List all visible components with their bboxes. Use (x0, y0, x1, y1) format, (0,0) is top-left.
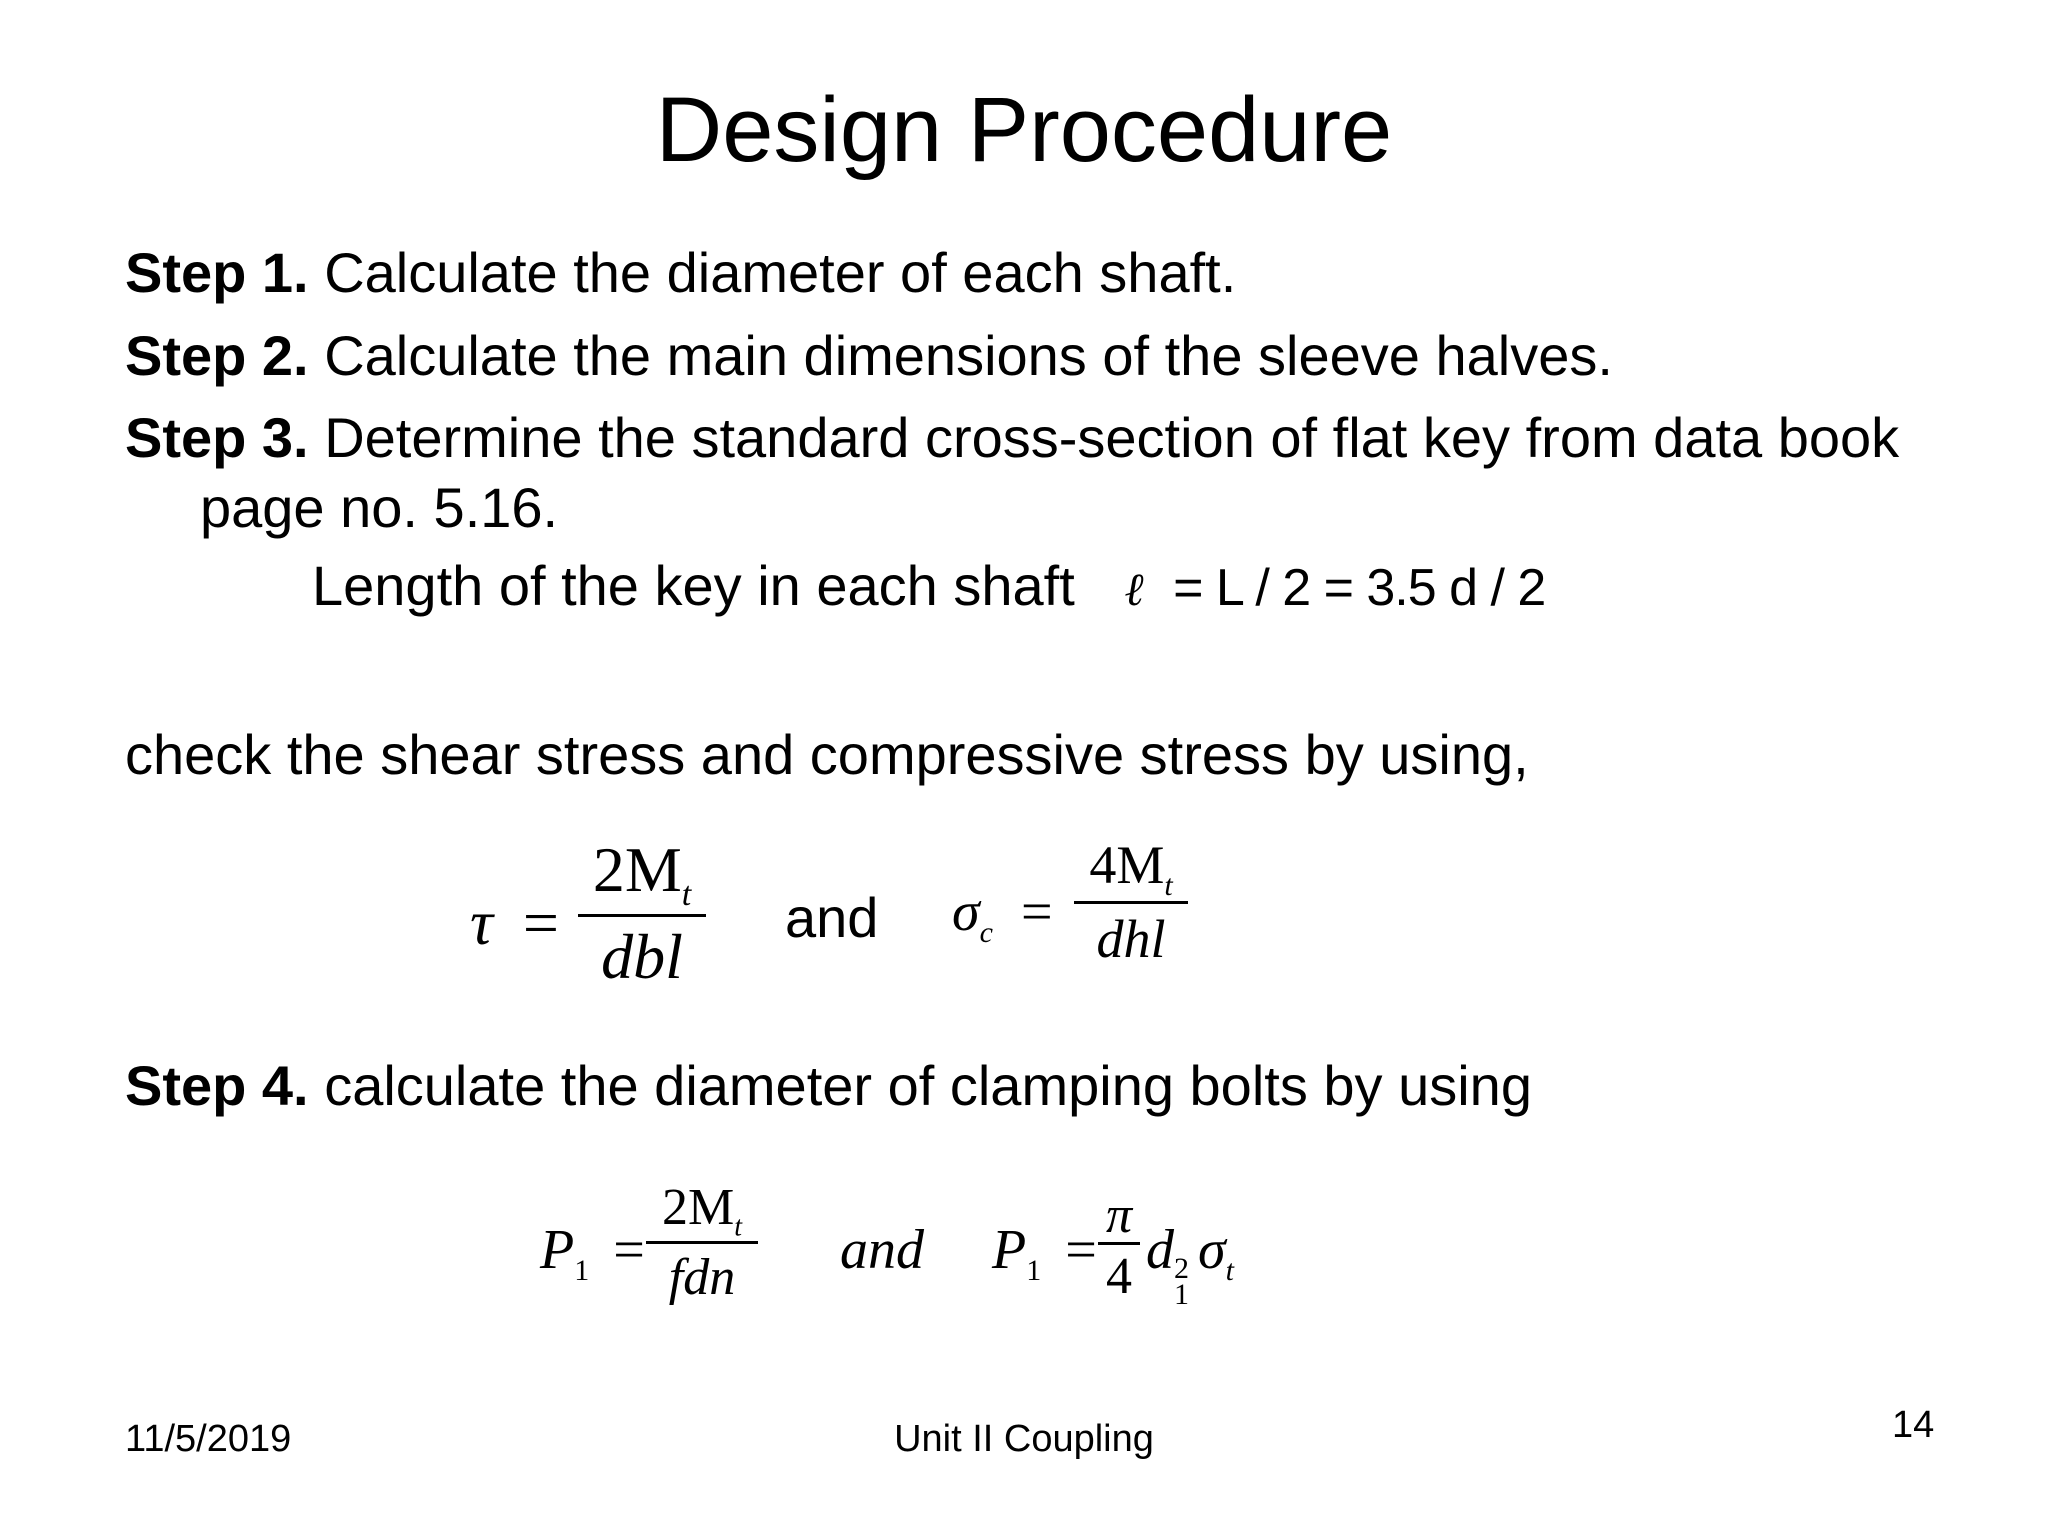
bolt-formula-1-lhs (540, 1218, 645, 1288)
bolt-1-denominator: fdn (668, 1249, 736, 1307)
sigma-symbol: σ (952, 881, 980, 943)
equals-sign: = (1065, 1219, 1097, 1281)
step-3-text: Determine the standard cross-section of flat key from data book (324, 406, 1900, 469)
step-4-label: Step 4. (125, 1054, 309, 1117)
fraction-bar (578, 914, 706, 917)
equals-sign: = (522, 887, 559, 958)
step-2-text: Calculate the main dimensions of the sleeve halves. (324, 324, 1613, 387)
shear-formula-lhs (470, 886, 559, 960)
slide-title: Design Procedure (655, 79, 1393, 181)
bolt-fraction-2 (1098, 1187, 1140, 1305)
p-symbol: P (540, 1219, 575, 1281)
check-stress-text: check the shear stress and compressive stress by using, (125, 723, 1529, 786)
step-3 (125, 406, 1900, 469)
compressive-fraction (1074, 835, 1188, 969)
step-3-label: Step 3. (125, 406, 309, 469)
footer-date: 11/5/2019 (125, 1418, 292, 1460)
equals-sign: = (613, 1219, 645, 1281)
bolt-1-num-sub: t (734, 1211, 743, 1243)
d-sup: 2 (1174, 1252, 1189, 1285)
tau-symbol: τ (470, 887, 493, 958)
p-sub: 1 (574, 1254, 590, 1288)
p-sub: 1 (1026, 1254, 1042, 1288)
shear-num-main: 2M (592, 834, 682, 905)
bolt-formula-2-lhs (992, 1218, 1097, 1288)
pi-symbol: π (1105, 1187, 1133, 1244)
d-sub: 1 (1174, 1278, 1189, 1311)
bolt-and-connector: and (840, 1219, 924, 1281)
step-1 (125, 241, 1237, 304)
bolt-2-denominator: 4 (1106, 1248, 1132, 1305)
bolt-1-numerator (646, 1179, 758, 1243)
bolt-1-num-main: 2M (661, 1179, 735, 1236)
bolt-fraction-1 (646, 1179, 758, 1307)
sigma-sub: t (1225, 1254, 1234, 1288)
shear-num-sub: t (681, 875, 692, 913)
step-4 (125, 1054, 1532, 1117)
step-1-text: Calculate the diameter of each shaft. (324, 241, 1237, 304)
shear-fraction (578, 834, 706, 992)
key-length-formula: = L / 2 = 3.5 d / 2 (1173, 559, 1546, 617)
step-1-label: Step 1. (125, 241, 309, 304)
compressive-num-sub: t (1164, 868, 1173, 902)
shear-numerator (578, 834, 706, 913)
key-length-text: Length of the key in each shaft (312, 554, 1075, 617)
sigma-symbol: σ (1198, 1219, 1226, 1281)
page-number: 14 (1892, 1404, 1935, 1446)
footer-center: Unit II Coupling (894, 1418, 1154, 1460)
key-length-line (312, 554, 1546, 617)
step-3-continuation: page no. 5.16. (200, 476, 559, 539)
ell-symbol: ℓ (1124, 564, 1144, 615)
shear-denominator: dbl (601, 920, 683, 992)
d-scripts (1174, 1252, 1194, 1311)
compressive-numerator (1074, 835, 1188, 902)
d-symbol: d (1146, 1219, 1174, 1281)
step-4-text: calculate the diameter of clamping bolts by using (324, 1054, 1532, 1117)
p-symbol: P (992, 1219, 1027, 1281)
compressive-num-main: 4M (1089, 835, 1165, 895)
step-2-label: Step 2. (125, 324, 309, 387)
equals-sign: = (1020, 881, 1053, 943)
compressive-denominator: dhl (1096, 908, 1166, 969)
sigma-sub: c (979, 916, 993, 950)
compressive-formula-lhs (952, 880, 1053, 950)
stress-and-connector: and (785, 886, 879, 949)
bolt-formula-2-rhs (1146, 1218, 1234, 1311)
step-2 (125, 324, 1613, 387)
